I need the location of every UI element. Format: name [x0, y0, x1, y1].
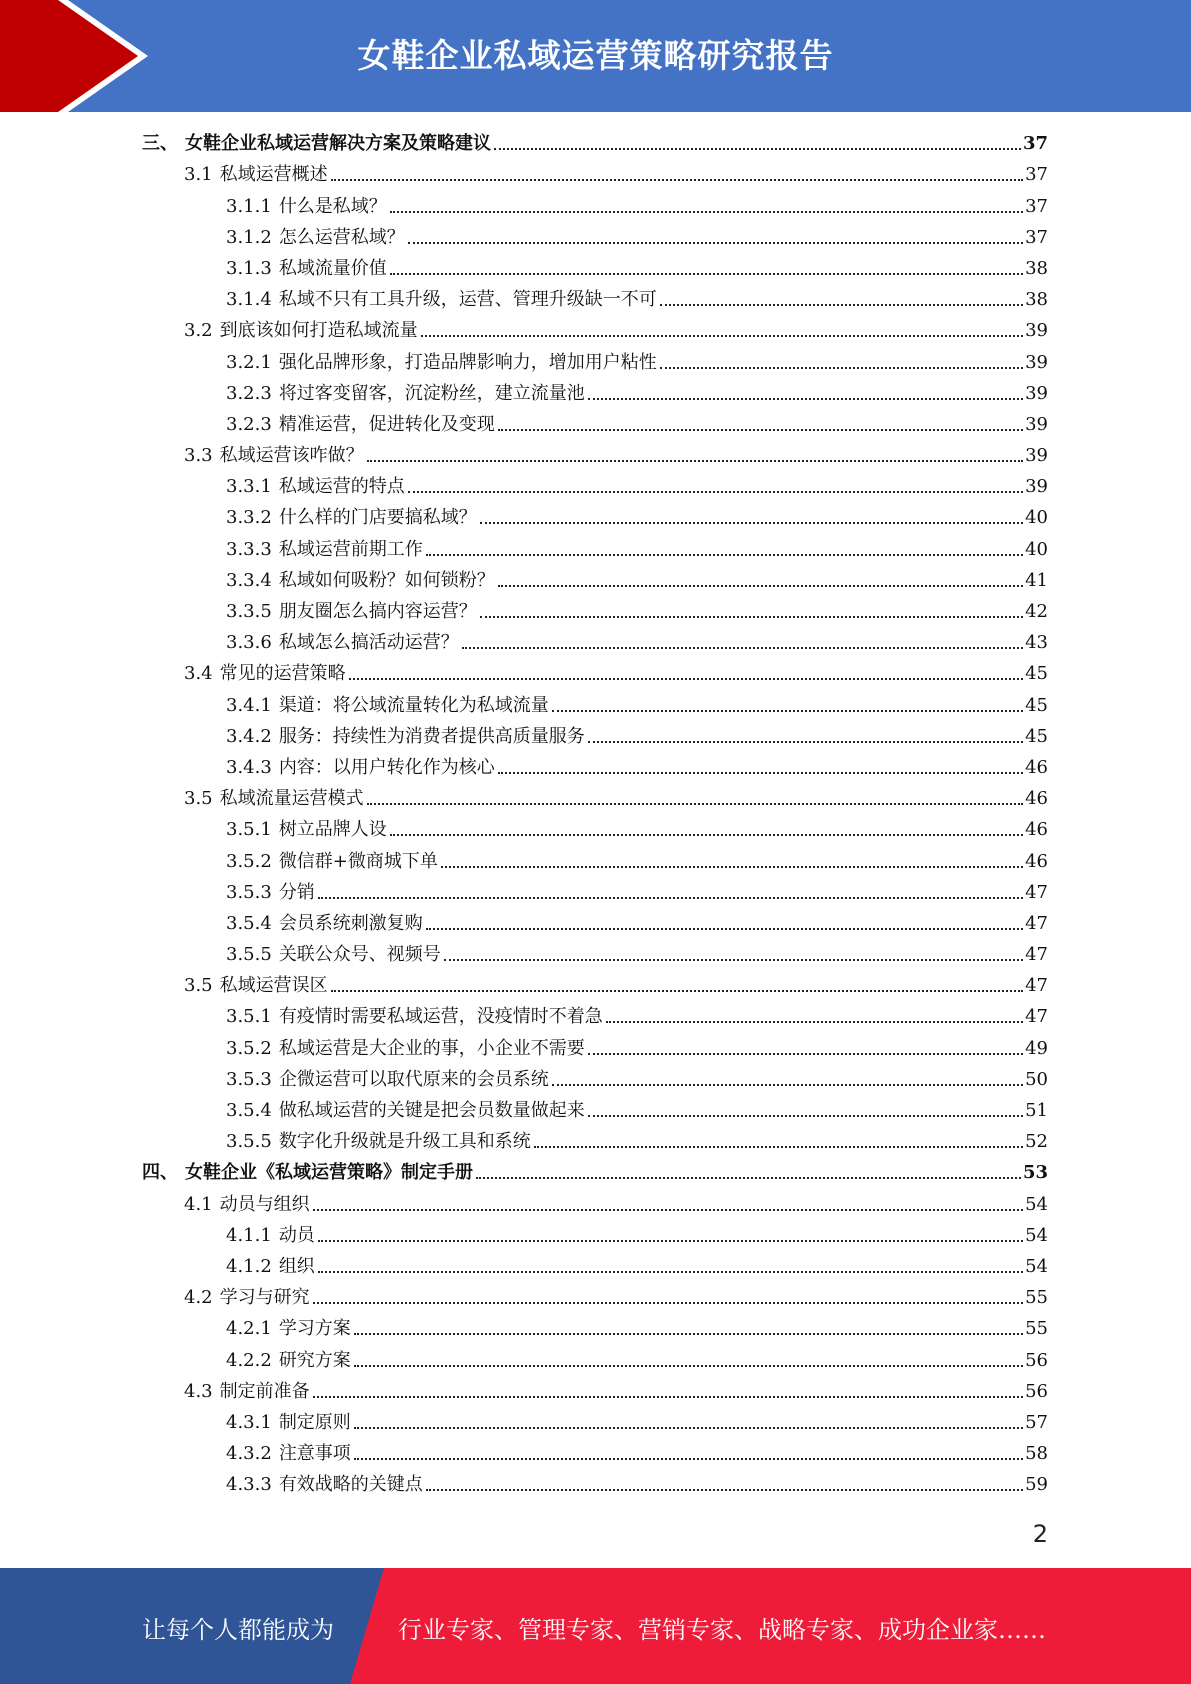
- toc-entry-title: 强化品牌形象，打造品牌影响力，增加用户粘性: [278, 351, 657, 373]
- toc-entry-text: [226, 1220, 315, 1251]
- toc-entry-title: 朋友圈怎么搞内容运营？: [278, 601, 477, 622]
- toc-entry[interactable]: [142, 378, 1048, 409]
- toc-entry[interactable]: [142, 502, 1048, 533]
- toc-entry-text: [226, 253, 387, 284]
- toc-entry-text: [226, 814, 387, 845]
- toc-entry[interactable]: [142, 1064, 1048, 1095]
- toc-entry-text: [184, 1376, 310, 1407]
- toc-entry-number: 3.1.2: [226, 226, 272, 248]
- toc-dot-leader: [426, 554, 1023, 556]
- toc-entry-text: [226, 1469, 423, 1500]
- toc-entry[interactable]: [142, 159, 1048, 190]
- toc-entry[interactable]: [142, 1251, 1048, 1282]
- toc-entry-number: 3.3.5: [226, 601, 272, 622]
- toc-entry[interactable]: [142, 596, 1048, 627]
- toc-entry-page: 43: [1025, 632, 1048, 654]
- toc-entry-page: 47: [1025, 881, 1048, 903]
- toc-entry-title: 学习方案: [278, 1318, 351, 1340]
- toc-entry-page: 54: [1025, 1193, 1048, 1215]
- toc-entry-text: [226, 1313, 351, 1344]
- toc-entry-number: 3.5.3: [226, 1068, 272, 1090]
- toc-entry-text: [184, 1189, 310, 1220]
- toc-entry-title: 私域怎么搞活动运营？: [278, 632, 459, 654]
- report-title: 女鞋企业私域运营策略研究报告: [357, 36, 834, 75]
- toc-entry[interactable]: [142, 128, 1048, 159]
- toc-dot-leader: [498, 772, 1023, 774]
- toc-entry-page: 39: [1025, 382, 1048, 404]
- toc-entry-page: 57: [1025, 1411, 1048, 1433]
- toc-entry-page: 56: [1025, 1380, 1048, 1402]
- toc-entry-title: 学习与研究: [219, 1287, 310, 1309]
- page-header: [0, 0, 1191, 112]
- toc-entry-title: 分销: [278, 881, 315, 903]
- toc-dot-leader: [354, 1427, 1023, 1429]
- toc-entry-text: [226, 752, 495, 783]
- toc-entry[interactable]: [142, 440, 1048, 471]
- toc-entry-text: [142, 128, 491, 159]
- toc-entry-page: 54: [1025, 1224, 1048, 1246]
- toc-entry[interactable]: [142, 658, 1048, 689]
- toc-entry-text: [226, 347, 657, 378]
- toc-dot-leader: [480, 522, 1023, 524]
- toc-dot-leader: [390, 211, 1023, 213]
- toc-dot-leader: [498, 429, 1023, 431]
- toc-entry-text: [226, 565, 495, 596]
- toc-entry-number: 4.2: [184, 1287, 213, 1309]
- toc-entry-page: 54: [1025, 1255, 1048, 1277]
- toc-dot-leader: [552, 710, 1023, 712]
- toc-entry-number: 3.2: [184, 320, 213, 342]
- toc-entry-page: 39: [1025, 351, 1048, 373]
- toc-entry[interactable]: [142, 253, 1048, 284]
- toc-entry-page: 41: [1025, 569, 1048, 591]
- toc-entry-text: [226, 627, 459, 658]
- toc-entry-page: 39: [1025, 476, 1048, 498]
- toc-entry-title: 做私域运营的关键是把会员数量做起来: [278, 1100, 585, 1121]
- toc-entry-number: 3.5: [184, 788, 213, 810]
- toc-entry-number: 4.3.1: [226, 1411, 272, 1433]
- toc-dot-leader: [367, 460, 1023, 462]
- toc-entry-number: 3.5.2: [226, 850, 272, 872]
- toc-entry-title: 到底该如何打造私域流量: [219, 320, 418, 342]
- toc-entry-number: 3.3.6: [226, 632, 272, 654]
- toc-entry-number: 3.1.4: [226, 289, 272, 311]
- toc-entry-text: [226, 222, 405, 253]
- toc-entry-number: 3.1.1: [226, 195, 272, 217]
- toc-entry-page: 50: [1025, 1068, 1048, 1090]
- toc-dot-leader: [367, 803, 1023, 805]
- page-number: 2: [1032, 1520, 1048, 1548]
- toc-entry-text: [184, 440, 364, 471]
- toc-entry-number: 3.5.5: [226, 944, 272, 966]
- toc-dot-leader: [318, 1240, 1023, 1242]
- toc-entry-number: 4.2.2: [226, 1349, 272, 1371]
- toc-entry-title: 什么样的门店要搞私域？: [278, 507, 477, 529]
- toc-entry-page: 47: [1025, 975, 1048, 997]
- toc-entry-number: 4.1: [184, 1193, 213, 1215]
- toc-entry-number: 三、: [142, 133, 178, 155]
- toc-dot-leader: [552, 1084, 1023, 1086]
- toc-entry-title: 私域如何吸粉？如何锁粉？: [278, 569, 495, 591]
- toc-entry[interactable]: [142, 752, 1048, 783]
- toc-entry-text: [226, 690, 549, 721]
- toc-dot-leader: [421, 335, 1023, 337]
- toc-entry-number: 3.5.5: [226, 1131, 272, 1153]
- toc-entry-text: [226, 1126, 531, 1157]
- toc-entry-page: 37: [1025, 164, 1048, 186]
- toc-entry-page: 42: [1025, 601, 1048, 622]
- toc-entry[interactable]: [142, 970, 1048, 1001]
- toc-entry-number: 4.3.2: [226, 1443, 272, 1465]
- toc-entry[interactable]: [142, 1001, 1048, 1032]
- toc-entry-title: 有疫情时需要私域运营，没疫情时不着急: [278, 1006, 603, 1028]
- toc-dot-leader: [588, 1053, 1023, 1055]
- toc-entry-title: 女鞋企业私域运营解决方案及策略建议: [185, 133, 491, 155]
- toc-entry-page: 51: [1025, 1100, 1048, 1121]
- toc-entry[interactable]: [142, 346, 1048, 377]
- toc-entry-page: 45: [1025, 725, 1048, 747]
- toc-entry-text: [226, 1345, 351, 1376]
- toc-entry[interactable]: [142, 689, 1048, 720]
- toc-entry-page: 38: [1025, 257, 1048, 279]
- toc-entry[interactable]: [142, 1376, 1048, 1407]
- toc-entry-number: 4.2.1: [226, 1318, 272, 1340]
- toc-entry-title: 私域运营的特点: [278, 476, 405, 498]
- toc-entry-page: 58: [1025, 1443, 1048, 1465]
- toc-entry[interactable]: [142, 1469, 1048, 1500]
- toc-entry-number: 4.1.2: [226, 1255, 272, 1277]
- toc-entry[interactable]: [142, 1282, 1048, 1313]
- toc-dot-leader: [313, 1209, 1023, 1211]
- toc-entry-page: 47: [1025, 944, 1048, 966]
- toc-entry-title: 内容：以用户转化作为核心: [278, 756, 495, 778]
- toc-dot-leader: [588, 398, 1023, 400]
- toc-entry-title: 微信群+微商城下单: [278, 850, 438, 872]
- toc-entry-text: [184, 315, 418, 346]
- toc-entry-title: 精准运营，促进转化及变现: [278, 413, 495, 435]
- toc-entry[interactable]: [142, 222, 1048, 253]
- toc-dot-leader: [494, 148, 1021, 150]
- toc-entry[interactable]: [142, 845, 1048, 876]
- toc-entry[interactable]: [142, 1344, 1048, 1375]
- toc-dot-leader: [660, 367, 1023, 369]
- toc-entry[interactable]: [142, 908, 1048, 939]
- toc-entry-number: 3.5.2: [226, 1037, 272, 1059]
- toc-dot-leader: [318, 897, 1023, 899]
- toc-entry-text: [184, 1282, 310, 1313]
- toc-entry-text: [226, 1033, 585, 1064]
- toc-entry-text: [184, 970, 328, 1001]
- toc-entry-title: 有效战略的关键点: [278, 1474, 423, 1496]
- toc-entry-number: 3.3: [184, 445, 213, 467]
- toc-entry-text: [226, 1407, 351, 1438]
- toc-entry[interactable]: [142, 814, 1048, 845]
- footer-slogan-left: 让每个人都能成为: [142, 1616, 334, 1644]
- toc-entry-page: 37: [1025, 226, 1048, 248]
- toc-entry-page: 40: [1025, 538, 1048, 560]
- toc-entry-title: 动员: [278, 1224, 315, 1246]
- toc-entry-text: [226, 409, 495, 440]
- toc-entry[interactable]: [142, 190, 1048, 221]
- toc-dot-leader: [606, 1021, 1023, 1023]
- toc-entry-text: [184, 159, 328, 190]
- toc-entry-title: 组织: [278, 1255, 315, 1277]
- toc-entry-title: 私域运营前期工作: [278, 538, 423, 560]
- toc-entry[interactable]: [142, 627, 1048, 658]
- toc-dot-leader: [444, 959, 1023, 961]
- toc-entry-page: 39: [1025, 445, 1048, 467]
- toc-entry[interactable]: [142, 1438, 1048, 1469]
- toc-entry-page: 46: [1025, 819, 1048, 841]
- toc-entry-number: 3.4.3: [226, 756, 272, 778]
- toc-dot-leader: [354, 1365, 1023, 1367]
- toc-entry[interactable]: [142, 1407, 1048, 1438]
- toc-entry-title: 什么是私域？: [278, 195, 387, 217]
- toc-dot-leader: [476, 1177, 1021, 1179]
- toc-dot-leader: [313, 1302, 1023, 1304]
- toc-entry-number: 3.5.4: [226, 912, 272, 934]
- toc-entry-text: [226, 534, 423, 565]
- toc-dot-leader: [426, 1489, 1023, 1491]
- toc-dot-leader: [462, 647, 1023, 649]
- toc-entry-title: 怎么运营私域？: [278, 226, 405, 248]
- toc-entry-title: 女鞋企业《私域运营策略》制定手册: [185, 1162, 473, 1184]
- toc-entry-page: 52: [1025, 1131, 1048, 1153]
- toc-dot-leader: [441, 866, 1023, 868]
- toc-dot-leader: [318, 1271, 1023, 1273]
- toc-entry[interactable]: [142, 471, 1048, 502]
- table-of-contents: [142, 128, 1048, 1500]
- toc-entry[interactable]: [142, 1095, 1048, 1126]
- toc-entry-title: 动员与组织: [219, 1193, 310, 1215]
- toc-entry-title: 关联公众号、视频号: [278, 944, 441, 966]
- toc-entry-title: 常见的运营策略: [219, 663, 346, 685]
- toc-entry-title: 企微运营可以取代原来的会员系统: [278, 1068, 549, 1090]
- toc-entry-number: 3.4: [184, 663, 213, 685]
- toc-entry-number: 3.4.2: [226, 725, 272, 747]
- toc-entry[interactable]: [142, 1188, 1048, 1219]
- toc-entry-text: [226, 1064, 549, 1095]
- toc-dot-leader: [313, 1396, 1023, 1398]
- toc-entry-text: [226, 939, 441, 970]
- toc-entry-title: 渠道：将公域流量转化为私域流量: [278, 694, 549, 716]
- toc-dot-leader: [331, 179, 1023, 181]
- toc-entry-title: 会员系统刺激复购: [278, 912, 423, 934]
- toc-entry-text: [226, 502, 477, 533]
- toc-entry-title: 注意事项: [278, 1443, 351, 1465]
- toc-entry[interactable]: [142, 1032, 1048, 1063]
- toc-entry-title: 树立品牌人设: [278, 819, 387, 841]
- toc-dot-leader: [498, 585, 1023, 587]
- toc-entry-number: 3.5.3: [226, 881, 272, 903]
- toc-entry-number: 3.1.3: [226, 257, 272, 279]
- toc-entry-text: [226, 191, 387, 222]
- toc-entry[interactable]: [142, 315, 1048, 346]
- toc-dot-leader: [349, 678, 1023, 680]
- toc-entry-page: 55: [1025, 1318, 1048, 1340]
- toc-dot-leader: [660, 304, 1023, 306]
- toc-entry-page: 37: [1025, 195, 1048, 217]
- toc-dot-leader: [331, 990, 1023, 992]
- toc-entry-number: 3.5: [184, 975, 213, 997]
- toc-entry-title: 私域运营概述: [219, 164, 328, 186]
- toc-entry-page: 59: [1025, 1474, 1048, 1496]
- toc-dot-leader: [588, 1115, 1023, 1117]
- toc-dot-leader: [480, 616, 1023, 618]
- toc-dot-leader: [534, 1146, 1023, 1148]
- toc-entry-title: 将过客变留客，沉淀粉丝，建立流量池: [278, 382, 585, 404]
- toc-entry-page: 39: [1025, 413, 1048, 435]
- toc-entry[interactable]: [142, 284, 1048, 315]
- toc-entry-number: 3.3.1: [226, 476, 272, 498]
- toc-entry-number: 4.3.3: [226, 1474, 272, 1496]
- toc-entry[interactable]: [142, 939, 1048, 970]
- toc-entry[interactable]: [142, 565, 1048, 596]
- toc-entry-number: 3.1: [184, 164, 213, 186]
- toc-entry[interactable]: [142, 721, 1048, 752]
- footer-slogan-right: 行业专家、管理专家、营销专家、战略专家、成功企业家……: [398, 1616, 1046, 1644]
- toc-dot-leader: [354, 1333, 1023, 1335]
- toc-entry-text: [184, 658, 346, 689]
- toc-entry-text: [226, 284, 657, 315]
- toc-entry-page: 46: [1025, 756, 1048, 778]
- toc-entry-page: 56: [1025, 1349, 1048, 1371]
- toc-entry-number: 3.5.1: [226, 1006, 272, 1028]
- toc-entry[interactable]: [142, 409, 1048, 440]
- toc-entry-text: [226, 1001, 603, 1032]
- toc-entry-page: 53: [1022, 1162, 1048, 1184]
- toc-entry[interactable]: [142, 1313, 1048, 1344]
- page-footer: [0, 1568, 1191, 1684]
- toc-entry-text: [226, 908, 423, 939]
- toc-entry-page: 47: [1025, 1006, 1048, 1028]
- toc-entry-number: 3.4.1: [226, 694, 272, 716]
- toc-entry-title: 私域流量价值: [278, 257, 387, 279]
- toc-entry[interactable]: [142, 533, 1048, 564]
- toc-entry-number: 3.3.2: [226, 507, 272, 529]
- toc-entry-text: [226, 471, 405, 502]
- toc-entry-number: 3.5.4: [226, 1100, 272, 1121]
- toc-entry-page: 45: [1025, 694, 1048, 716]
- toc-entry-title: 制定前准备: [219, 1380, 310, 1402]
- toc-entry-text: [226, 1251, 315, 1282]
- toc-entry-number: 3.3.3: [226, 538, 272, 560]
- toc-entry-text: [226, 1095, 585, 1126]
- toc-entry-number: 3.3.4: [226, 569, 272, 591]
- toc-entry-page: 40: [1025, 507, 1048, 529]
- toc-dot-leader: [408, 491, 1023, 493]
- toc-dot-leader: [390, 834, 1023, 836]
- toc-entry-text: [142, 1157, 473, 1188]
- toc-entry-title: 私域不只有工具升级，运营、管理升级缺一不可: [278, 289, 657, 311]
- toc-entry-text: [226, 378, 585, 409]
- toc-dot-leader: [408, 242, 1023, 244]
- toc-entry-title: 私域运营该咋做？: [219, 445, 364, 467]
- toc-entry-page: 37: [1022, 133, 1048, 155]
- toc-entry-title: 私域运营是大企业的事，小企业不需要: [278, 1037, 585, 1059]
- toc-entry-number: 3.2.3: [226, 382, 272, 404]
- toc-entry-number: 4.1.1: [226, 1224, 272, 1246]
- toc-entry-text: [226, 596, 477, 627]
- toc-entry-text: [184, 783, 364, 814]
- toc-entry[interactable]: [142, 1126, 1048, 1157]
- toc-entry-title: 数字化升级就是升级工具和系统: [278, 1131, 531, 1153]
- toc-entry-number: 4.3: [184, 1380, 213, 1402]
- toc-entry-page: 45: [1025, 663, 1048, 685]
- toc-entry-title: 私域运营误区: [219, 975, 328, 997]
- toc-entry-page: 39: [1025, 320, 1048, 342]
- toc-entry-text: [226, 721, 585, 752]
- toc-dot-leader: [390, 273, 1023, 275]
- toc-entry-title: 制定原则: [278, 1411, 351, 1433]
- toc-entry-page: 46: [1025, 850, 1048, 872]
- toc-entry[interactable]: [142, 783, 1048, 814]
- toc-entry-number: 四、: [142, 1162, 178, 1184]
- toc-entry-page: 47: [1025, 912, 1048, 934]
- toc-entry-title: 私域流量运营模式: [219, 788, 364, 810]
- toc-entry-page: 38: [1025, 289, 1048, 311]
- toc-dot-leader: [354, 1458, 1023, 1460]
- toc-entry[interactable]: [142, 1157, 1048, 1188]
- toc-entry[interactable]: [142, 877, 1048, 908]
- toc-entry-page: 55: [1025, 1287, 1048, 1309]
- toc-entry-text: [226, 877, 315, 908]
- toc-entry-number: 3.2.1: [226, 351, 272, 373]
- toc-entry-title: 研究方案: [278, 1349, 351, 1371]
- toc-entry[interactable]: [142, 1220, 1048, 1251]
- toc-entry-title: 服务：持续性为消费者提供高质量服务: [278, 725, 585, 747]
- toc-entry-page: 49: [1025, 1037, 1048, 1059]
- toc-dot-leader: [426, 928, 1023, 930]
- toc-entry-page: 46: [1025, 788, 1048, 810]
- toc-entry-number: 3.2.3: [226, 413, 272, 435]
- toc-entry-text: [226, 846, 438, 877]
- toc-entry-number: 3.5.1: [226, 819, 272, 841]
- toc-entry-text: [226, 1438, 351, 1469]
- toc-dot-leader: [588, 741, 1023, 743]
